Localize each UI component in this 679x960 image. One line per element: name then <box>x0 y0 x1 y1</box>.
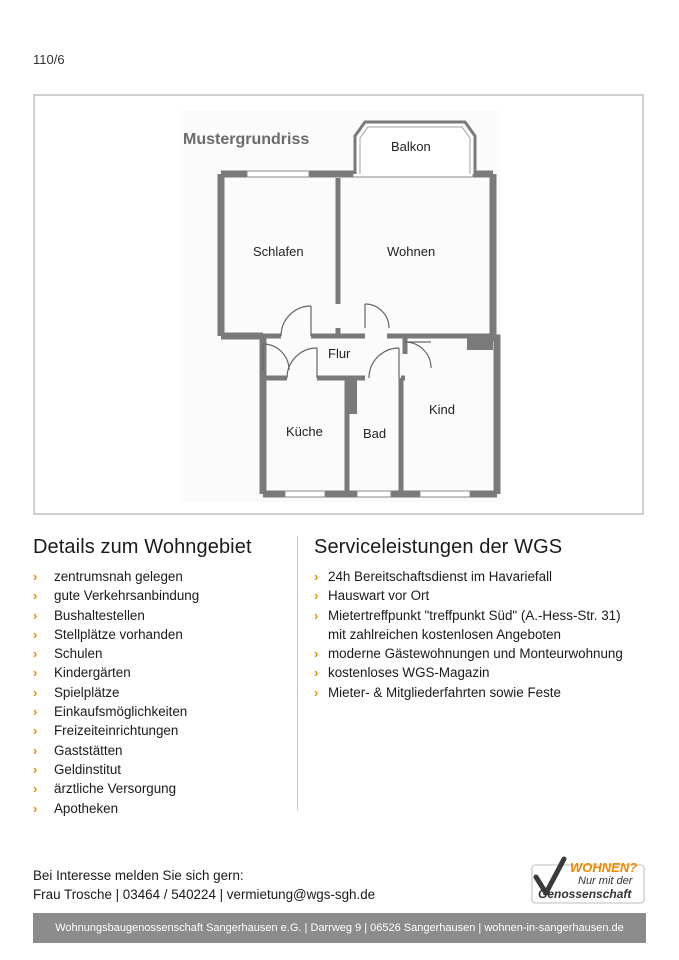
floorplan-drawing <box>35 96 642 513</box>
chevron-right-icon: › <box>314 646 319 662</box>
list-item: › 24h Bereitschaftsdienst im Havariefall <box>314 567 654 586</box>
services-list <box>314 567 654 702</box>
details-heading: Details zum Wohngebiet <box>33 536 252 558</box>
chevron-right-icon: › <box>33 588 38 604</box>
room-label-wohnen: Wohnen <box>387 244 436 259</box>
chevron-right-icon: › <box>314 684 319 700</box>
services-section <box>314 536 654 702</box>
logo-line-2: Nur mit der <box>578 875 633 887</box>
contact-block <box>33 866 375 904</box>
services-heading: Serviceleistungen der WGS <box>314 536 563 558</box>
chevron-right-icon: › <box>314 569 319 584</box>
list-item: › zentrumsnah gelegen <box>33 567 293 586</box>
chevron-right-icon: › <box>33 704 38 720</box>
chevron-right-icon: › <box>314 665 319 681</box>
floorplan-frame <box>33 94 644 515</box>
list-item: › Freizeiteinrichtungen <box>33 721 293 740</box>
chevron-right-icon: › <box>33 569 38 584</box>
list-item: › Bushaltestellen <box>33 606 293 625</box>
list-item: › gute Verkehrsanbindung <box>33 586 293 605</box>
details-list <box>33 567 293 818</box>
chevron-right-icon: › <box>33 781 38 797</box>
room-label-bad: Bad <box>363 426 387 441</box>
contact-details[interactable]: Frau Trosche | 03464 / 540224 | vermietung@wgs-sgh.de <box>33 887 376 902</box>
footer-bar <box>33 913 646 943</box>
chevron-right-icon: › <box>33 684 38 700</box>
room-label-balkon: Balkon <box>391 139 431 154</box>
list-item: › Apotheken <box>33 799 293 818</box>
chevron-right-icon: › <box>33 646 38 662</box>
chevron-right-icon: › <box>33 800 38 816</box>
list-item: › Kindergärten <box>33 663 293 682</box>
page-number: 110/6 <box>33 52 65 67</box>
chevron-right-icon: › <box>33 723 38 739</box>
room-label-kind: Kind <box>429 402 456 417</box>
genossenschaft-logo <box>530 855 648 905</box>
chevron-right-icon: › <box>314 588 319 604</box>
chevron-right-icon: › <box>33 626 38 642</box>
chevron-right-icon: › <box>33 742 38 758</box>
details-section <box>33 536 293 818</box>
contact-intro: Bei Interesse melden Sie sich gern: <box>33 868 244 883</box>
footer-text: Wohnungsbaugenossenschaft Sangerhausen e.G. | Darrweg 9 | 06526 Sangerhausen | wohnen-in-sangerhausen.de <box>55 922 624 934</box>
list-item: › Schulen <box>33 644 293 663</box>
floorplan-title: Mustergrundriss <box>183 131 310 148</box>
list-item: › Mietertreffpunkt "treffpunkt Süd" (A.-Hess-Str. 31) mit zahlreichen kostenlosen Angeboten <box>314 607 621 642</box>
list-item: › kostenloses WGS-Magazin <box>314 663 654 682</box>
chevron-right-icon: › <box>33 761 38 777</box>
chevron-right-icon: › <box>314 607 319 623</box>
list-item: › Gaststätten <box>33 741 293 760</box>
logo-line-3: Genossenschaft <box>538 887 632 901</box>
room-label-flur: Flur <box>328 346 351 361</box>
room-label-kueche: Küche <box>286 424 323 439</box>
logo-line-1: WOHNEN? <box>570 860 638 875</box>
list-item: › Spielplätze <box>33 683 293 702</box>
room-label-schlafen: Schlafen <box>253 244 304 259</box>
list-item: › Mieter- & Mitgliederfahrten sowie Feste <box>314 683 654 702</box>
chevron-right-icon: › <box>33 607 38 623</box>
list-item: › moderne Gästewohnungen und Monteurwohnung <box>314 644 654 663</box>
list-item: › Einkaufsmöglichkeiten <box>33 702 293 721</box>
list-item: › ärztliche Versorgung <box>33 779 293 798</box>
list-item: › Hauswart vor Ort <box>314 586 654 605</box>
column-divider <box>297 536 298 810</box>
list-item: › Stellplätze vorhanden <box>33 625 293 644</box>
chevron-right-icon: › <box>33 665 38 681</box>
list-item: › Geldinstitut <box>33 760 293 779</box>
